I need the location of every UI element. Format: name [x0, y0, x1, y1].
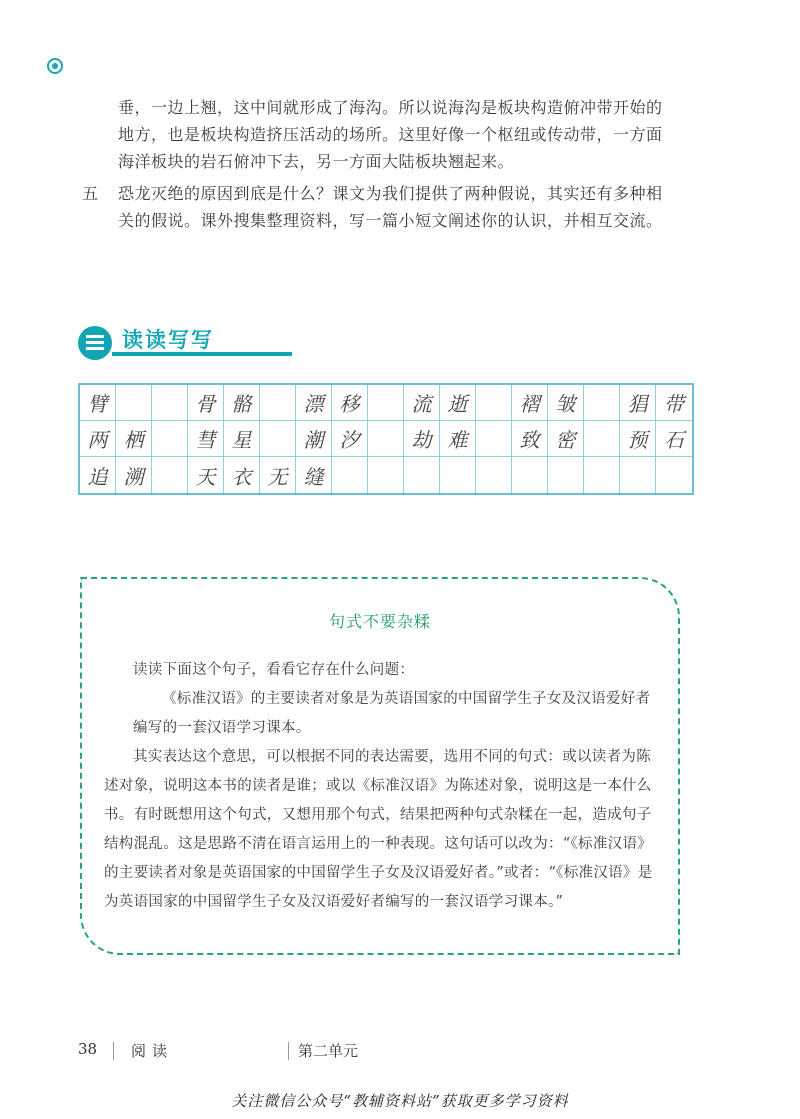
grid-cell: 劫: [404, 421, 440, 457]
grid-cell: 流: [404, 385, 440, 421]
grid-cell: 缝: [296, 457, 332, 493]
footer-section: 阅读: [131, 1042, 174, 1060]
grid-cell: 天: [188, 457, 224, 493]
grid-cell: 带: [656, 385, 692, 421]
grid-cell: [332, 457, 368, 493]
grid-cell: [656, 457, 692, 493]
grid-cell: [476, 457, 512, 493]
grid-cell: [620, 457, 656, 493]
grid-cell: 皱: [548, 385, 584, 421]
grid-cell: [584, 385, 620, 421]
grid-cell: 衣: [224, 457, 260, 493]
grid-cell: [368, 421, 404, 457]
grid-cell: 溯: [116, 457, 152, 493]
grid-cell: 汐: [332, 421, 368, 457]
grid-cell: [440, 457, 476, 493]
tip-box-title: 句式不要杂糅: [328, 612, 431, 631]
grid-cell: 潮: [296, 421, 332, 457]
grid-cell: 骨: [188, 385, 224, 421]
grid-cell: 臂: [80, 385, 116, 421]
grid-cell: [152, 385, 188, 421]
footer-unit: 第二单元: [298, 1042, 359, 1060]
grid-cell: 星: [224, 421, 260, 457]
watermark-text: 关注微信公众号“教辅资料站”获取更多学习资料: [231, 1092, 569, 1110]
section-title: 读读写写: [122, 327, 214, 352]
paragraph-continuation: 垂，一边上翘，这中间就形成了海沟。所以说海沟是板块构造俯冲带开始的地方，也是板块构造挤压活动的场所。这里好像一个枢纽或传动带，一方面海洋板块的岩石俯冲下去，另一方面大陆板块翘起来。: [118, 98, 663, 171]
grid-cell: [368, 385, 404, 421]
item-number: 五: [82, 184, 99, 203]
grid-cell: [260, 421, 296, 457]
section-list-icon: [78, 326, 112, 360]
tip-box-example: 《标准汉语》的主要读者对象是为英语国家的中国留学生子女及汉语爱好者编写的一套汉语学习课本。: [133, 691, 651, 736]
grid-cell: 彗: [188, 421, 224, 457]
grid-cell: 致: [512, 421, 548, 457]
grid-cell: 栖: [116, 421, 152, 457]
grid-cell: [512, 457, 548, 493]
grid-cell: 猖: [620, 385, 656, 421]
grid-cell: 褶: [512, 385, 548, 421]
grid-cell: 密: [548, 421, 584, 457]
grid-cell: 漂: [296, 385, 332, 421]
grid-cell: [476, 385, 512, 421]
smiley-icon: [47, 58, 63, 74]
grid-cell: [548, 457, 584, 493]
exercise-five-text: 恐龙灭绝的原因到底是什么？课文为我们提供了两种假说，其实还有多种相关的假说。课外搜集整理资料，写一篇小短文阐述你的认识，并相互交流。: [118, 184, 663, 230]
page-footer: [78, 1040, 718, 1064]
grid-cell: [584, 421, 620, 457]
tip-box-intro: 读读下面这个句子，看看它存在什么问题：: [133, 662, 415, 678]
page-number: 38: [78, 1040, 98, 1058]
grid-cell: [116, 385, 152, 421]
grid-cell: [152, 421, 188, 457]
grid-cell: [584, 457, 620, 493]
section-underline: [112, 352, 292, 356]
word-grid: [78, 383, 694, 495]
grid-cell: [476, 421, 512, 457]
tip-box: [80, 577, 680, 955]
grid-cell: 移: [332, 385, 368, 421]
grid-cell: 石: [656, 421, 692, 457]
grid-cell: 两: [80, 421, 116, 457]
footer-divider: [288, 1042, 289, 1060]
grid-cell: 追: [80, 457, 116, 493]
grid-cell: 骼: [224, 385, 260, 421]
grid-cell: 逝: [440, 385, 476, 421]
grid-cell: 难: [440, 421, 476, 457]
tip-box-explanation: 其实表达这个意思，可以根据不同的表达需要，选用不同的句式：或以读者为陈述对象，说明这本书的读者是谁；或以《标准汉语》为陈述对象，说明这是一本什么书。有时既想用这个句式，又想用那个句式，结果把两种句式杂糅在一起，造成句子结构混乱。这是思路不清在语言运用上的一种表现。这句话可以改为：“《标准汉语》的主要读者对象是英语国家的中国留学生子女及汉语爱好者。”或者：“《标准汉语》是为英语国家的中国留学生子女及汉语爱好者编写的一套汉语学习课本。”: [104, 749, 653, 910]
grid-cell: 无: [260, 457, 296, 493]
grid-cell: [368, 457, 404, 493]
grid-cell: 预: [620, 421, 656, 457]
section-header: [78, 320, 218, 360]
grid-cell: [152, 457, 188, 493]
footer-divider: [113, 1042, 114, 1060]
grid-cell: [260, 385, 296, 421]
grid-cell: [404, 457, 440, 493]
